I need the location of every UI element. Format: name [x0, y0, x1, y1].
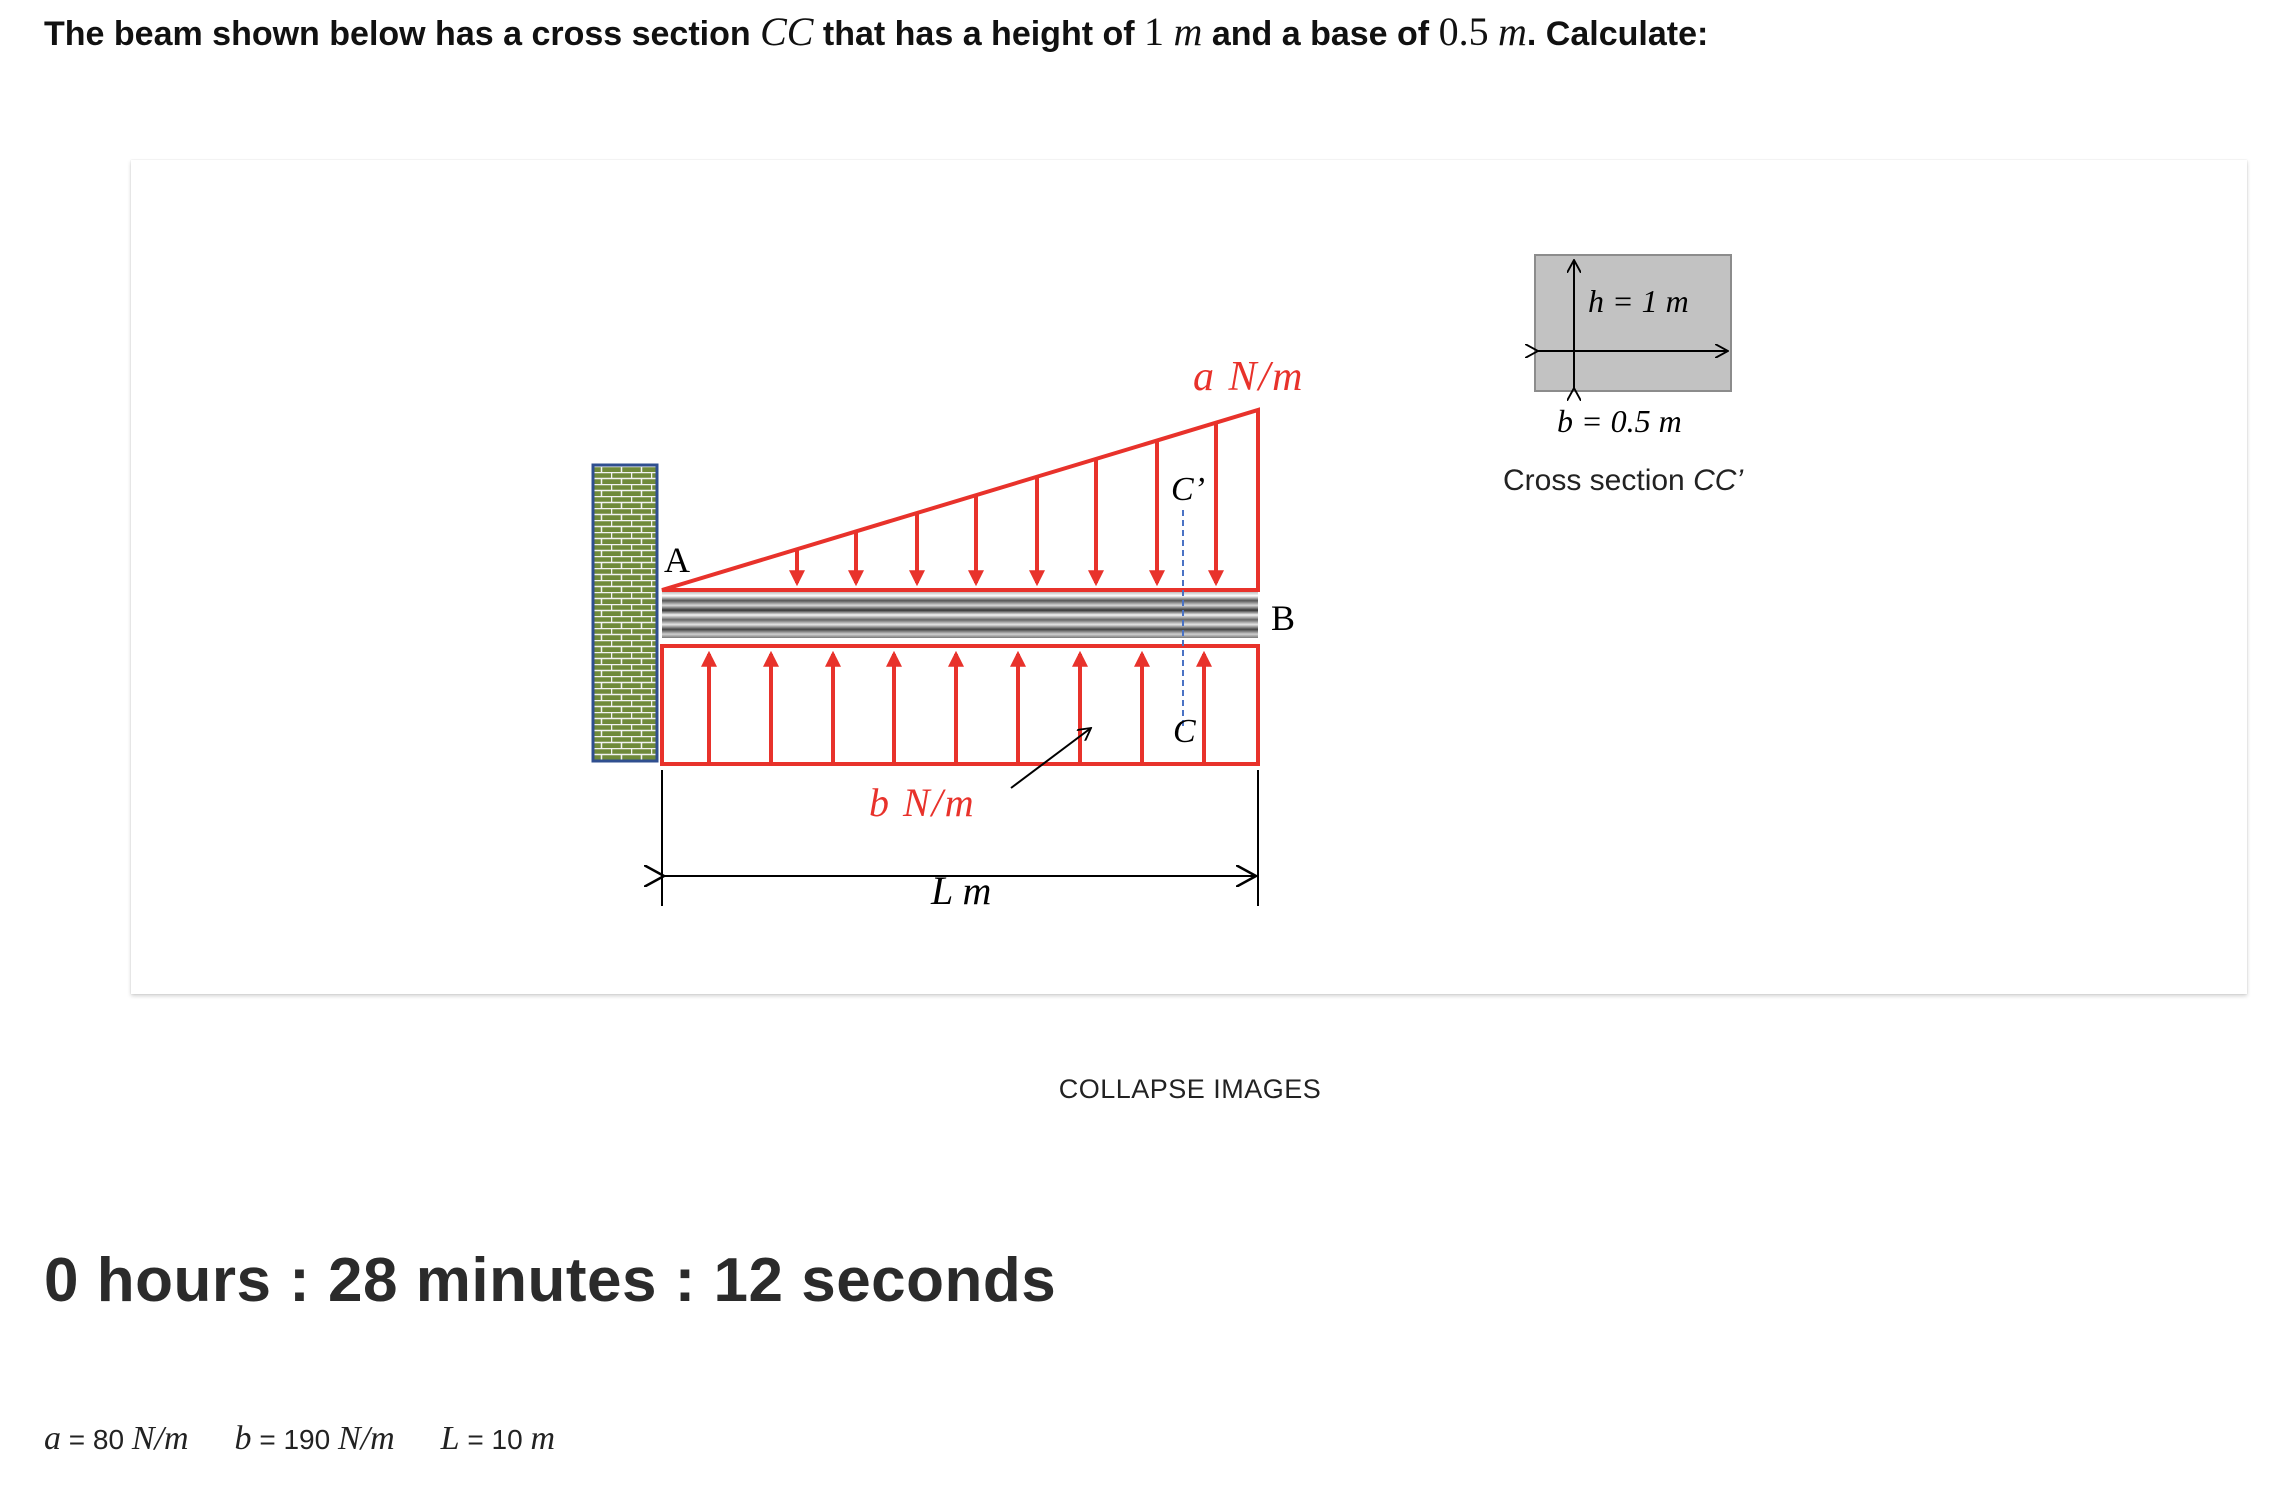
question-height-value: 1 [1144, 9, 1165, 54]
param-l: L = 10 m [440, 1420, 555, 1457]
param-b: b = 190 N/m [234, 1420, 395, 1457]
label-b: B [1271, 598, 1296, 638]
fixed-wall [593, 465, 657, 761]
countdown-timer: 0 hours : 28 minutes : 12 seconds [44, 1246, 1057, 1315]
label-a: A [664, 540, 690, 580]
section-label-top: C’ [1171, 471, 1205, 508]
param-a-var: a [44, 1420, 61, 1457]
bottom-load-label: b N/m [869, 780, 976, 825]
triangular-load-arrows [797, 424, 1216, 583]
beam [662, 590, 1258, 638]
param-a-value: 80 [92, 1424, 125, 1455]
question-mid-1: that has a height of [813, 15, 1145, 53]
question-suffix: . Calculate: [1526, 15, 1709, 53]
question-section-var: CC [760, 9, 814, 54]
param-b-unit: N/m [337, 1420, 395, 1457]
param-a: a = 80 N/m [44, 1420, 189, 1457]
question-height-unit: m [1173, 9, 1203, 54]
span-label: L m [931, 868, 992, 913]
uniform-load-outline [662, 646, 1258, 764]
param-l-var: L [440, 1420, 460, 1457]
cross-section-caption-text: Cross section [1503, 464, 1694, 497]
figure-card [131, 160, 2247, 994]
top-load-label: a N/m [1193, 354, 1305, 400]
beam-diagram [131, 160, 2247, 994]
question-mid-2: and a base of [1202, 15, 1439, 53]
parameter-values [44, 1420, 555, 1458]
triangular-load-outline [662, 410, 1258, 590]
cross-section-rect [1535, 255, 1731, 391]
param-b-var: b [234, 1420, 252, 1457]
collapse-images-button[interactable]: COLLAPSE IMAGES [1058, 1074, 1322, 1104]
cross-section-height-label: h = 1 m [1588, 283, 1689, 319]
cross-section-base-label: b = 0.5 m [1557, 403, 1682, 439]
cross-section-caption [1503, 464, 1744, 497]
cross-section-caption-var: CC’ [1693, 464, 1744, 497]
param-a-unit: N/m [131, 1420, 189, 1457]
param-b-value: 190 [283, 1424, 331, 1455]
uniform-load-arrows [709, 654, 1204, 762]
question-base-unit: m [1498, 9, 1527, 54]
question-text [44, 8, 2244, 58]
param-l-value: 10 [491, 1424, 523, 1455]
question-base-value: 0.5 [1438, 9, 1489, 54]
question-prefix: The beam shown below has a cross section [44, 15, 761, 53]
section-label-bottom: C [1173, 713, 1196, 750]
param-l-unit: m [530, 1420, 555, 1457]
